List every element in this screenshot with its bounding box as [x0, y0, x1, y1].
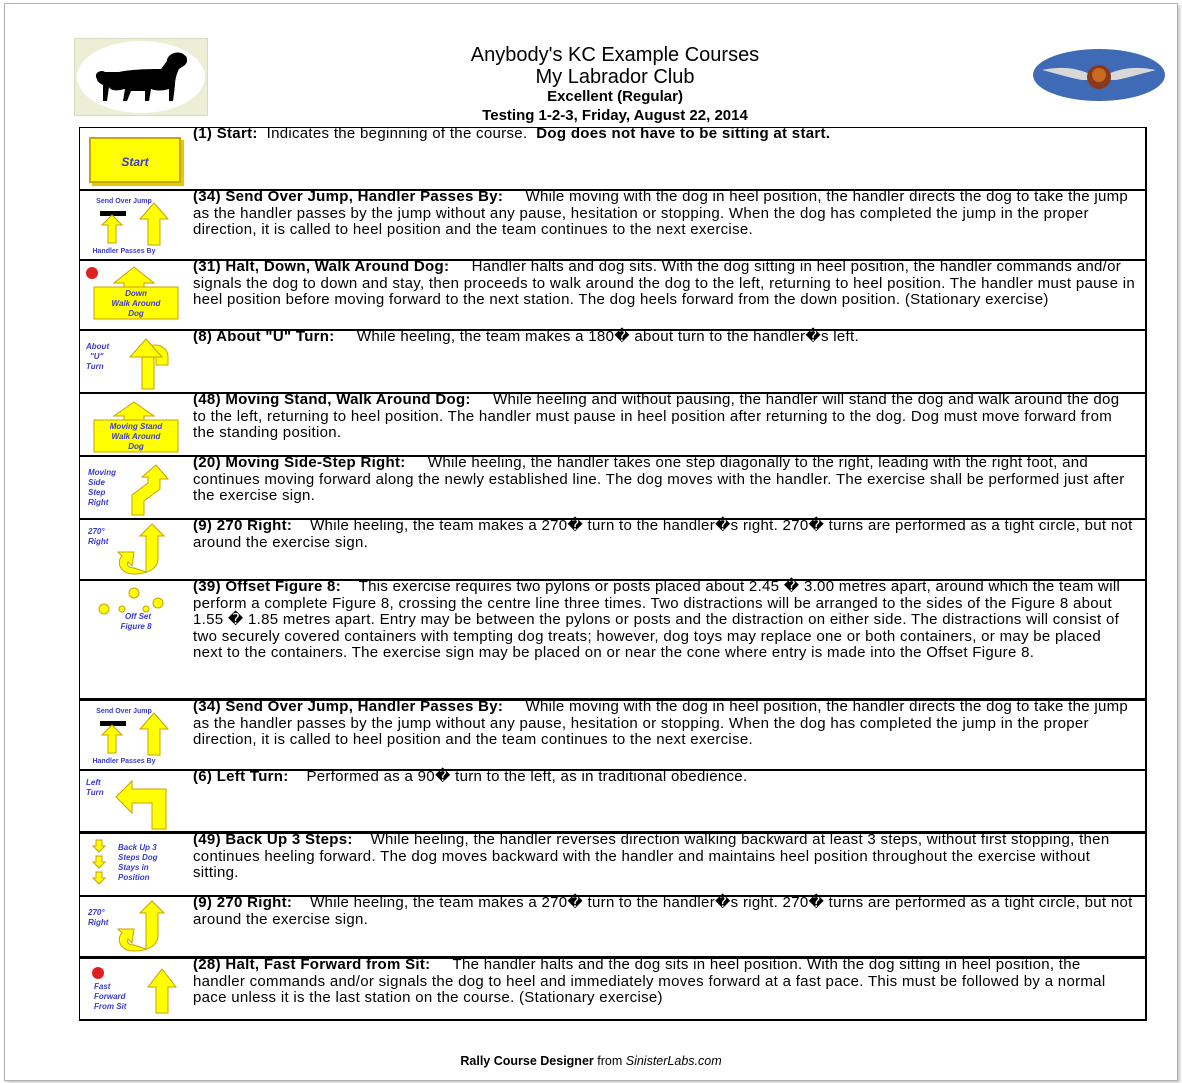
start-sign-icon: [82, 130, 186, 190]
station-description: [193, 699, 1135, 749]
sign-label: From Sit: [94, 1002, 127, 1011]
sign-label: Walk Around: [111, 299, 161, 308]
station-text: While heeling, the team makes a 180� about turn to the handler�s left.: [356, 328, 859, 345]
sign-label: Down: [125, 289, 147, 298]
sign-label: Fast: [94, 982, 111, 991]
station-row: [79, 393, 1147, 457]
sign-label: Figure 8: [120, 622, 152, 631]
sign-label: Moving Stand: [109, 422, 163, 431]
station-description: [193, 518, 1135, 551]
footer-site: SinisterLabs.com: [625, 1054, 722, 1068]
station-text: The handler halts and the dog sits in heel position. With the dog sitting in heel position, the handler commands and/or signals the dog to heel and immediately moves forward at a fast pace. This must be followed by a normal pace unless it is the last station on the course. (Stationary exercise): [193, 956, 1106, 1007]
station-row: [79, 896, 1147, 958]
station-title: (9) 270 Right:: [193, 894, 293, 911]
station-row: [79, 519, 1147, 581]
station-text: Indicates the beginning of the course.: [266, 125, 528, 142]
station-description: [193, 189, 1135, 239]
station-description: [193, 329, 1135, 346]
station-row: [79, 770, 1147, 833]
sign-label: Off Set: [124, 612, 152, 621]
station-text: While heeling, the handler takes one step diagonally to the right, leading with the right foot, and continues moving forward along the newly established line. The dog moves with the handler. The exercise shall be performed just after the exercise sign.: [193, 454, 1125, 505]
station-text: While moving with the dog in heel position, the handler directs the dog to take the jump as the handler passes by the jump without any pause, hesitation or stopping. When the dog has completed the jump in the proper direction, it is called to heel position and the team continues to the next exercise.: [193, 188, 1129, 239]
sign-label: Step: [88, 488, 106, 497]
sign-label: 270°: [88, 527, 105, 536]
moving-stand-sign-icon: [82, 396, 186, 456]
class-name: Excellent (Regular): [547, 88, 683, 105]
station-text: While moving with the dog in heel position, the handler directs the dog to take the jump as the handler passes by the jump without any pause, hesitation or stopping. When the dog has completed the jump in the proper direction, it is called to heel position and the team continues to the next exercise.: [193, 698, 1129, 749]
station-row: [79, 580, 1147, 700]
left-turn-sign-icon: [82, 773, 186, 833]
club-name: My Labrador Club: [535, 66, 695, 88]
send-over-jump-sign-icon: [82, 703, 186, 763]
station-title: (39) Offset Figure 8:: [193, 578, 341, 595]
footer-from: from: [597, 1054, 623, 1068]
labrador-logo: [74, 38, 208, 116]
sign-label: Send Over Jump: [96, 198, 152, 205]
trial-info: Testing 1-2-3, Friday, August 22, 2014: [482, 107, 748, 124]
station-title: (20) Moving Side-Step Right:: [193, 454, 406, 471]
sign-label: Forward: [94, 992, 126, 1001]
sign-label: "U": [90, 352, 104, 361]
sign-label: Turn: [86, 788, 104, 797]
station-row: [79, 127, 1147, 191]
station-text: While heeling, the team makes a 270� turn to the handler�s right. 270� turns are performed as a tight circle, but not around the exercise sign.: [193, 517, 1133, 551]
station-description: [193, 392, 1135, 442]
station-text: This exercise requires two pylons or posts placed about 2.45 � 3.00 metres apart, around which the team will perform a complete Figure 8, crossing the centre line three times. Two distractions will be arranged to the sides of the Figure 8 about 1.55 � 1.85 metres apart. Entry may be between the pylons or posts and the distraction on either side. The distractions will consist of two securely covered containers with tempting dog treats; however, dog toys may replace one or both containers, or may be placed next to the containers. The exercise sign may be placed on or near the cone where entry is made into the Offset Figure 8.: [193, 578, 1121, 662]
sign-label: Handler Passes By: [92, 758, 156, 765]
station-description: [193, 957, 1135, 1007]
station-title: (9) 270 Right:: [193, 517, 293, 534]
station-description: [193, 126, 1135, 143]
sign-label: Dog: [128, 309, 144, 318]
station-text: While heeling, the team makes a 270� turn to the handler�s right. 270� turns are performed as a tight circle, but not around the exercise sign.: [193, 894, 1133, 928]
sign-label: Moving: [88, 468, 116, 477]
sign-label: Walk Around: [111, 432, 161, 441]
station-row: [79, 456, 1147, 520]
sign-label: Stays in: [118, 863, 149, 872]
station-row: [79, 260, 1147, 331]
sign-label: Back Up 3: [118, 843, 157, 852]
station-title: (1) Start:: [193, 125, 258, 142]
about-u-turn-sign-icon: [82, 333, 186, 393]
course-title: Anybody's KC Example Courses: [470, 44, 760, 66]
station-text: While heeling and without pausing, the handler will stand the dog and walk around the dog to the left, returning to heel position. The handler must pause in heel position after returning to the dog. Dog must move forward from the standing position.: [193, 391, 1120, 442]
halt-fast-forward-sign-icon: [82, 961, 186, 1021]
station-text: While heeling, the handler reverses direction walking backward at least 3 steps, without first stopping, then continues heeling forward. The dog moves backward with the handler and maintains heel position throughout the exercise without sitting.: [193, 831, 1110, 882]
station-description: [193, 259, 1135, 309]
footer: [0, 1054, 1182, 1068]
sign-label: Left: [86, 778, 101, 787]
station-description: [193, 769, 1135, 786]
send-over-jump-sign-icon: [82, 193, 186, 253]
back-up-3-steps-sign-icon: [82, 836, 186, 896]
footer-product: Rally Course Designer: [460, 1054, 594, 1068]
halt-down-walk-around-sign-icon: [82, 263, 186, 323]
270-right-sign-icon: [82, 522, 186, 582]
station-text: Performed as a 90� turn to the left, as in traditional obedience.: [306, 768, 748, 785]
offset-figure-8-sign-icon: [82, 583, 186, 643]
sign-label: Start: [121, 155, 149, 169]
station-title: (8) About "U" Turn:: [193, 328, 335, 345]
station-title: (28) Halt, Fast Forward from Sit:: [193, 956, 431, 973]
sign-label: Dog: [128, 442, 144, 451]
station-row: [79, 958, 1147, 1021]
sign-label: Right: [88, 918, 109, 927]
station-title: (34) Send Over Jump, Handler Passes By:: [193, 188, 504, 205]
station-emphasis: Dog does not have to be sitting at start.: [536, 125, 831, 142]
side-step-right-sign-icon: [82, 459, 186, 519]
station-description: [193, 455, 1135, 505]
sign-label: Position: [118, 873, 150, 882]
sign-label: Side: [88, 478, 105, 487]
station-title: (6) Left Turn:: [193, 768, 289, 785]
sign-label: About: [86, 342, 110, 351]
station-description: [193, 895, 1135, 928]
sign-label: Right: [88, 537, 109, 546]
sign-label: 270°: [88, 908, 105, 917]
station-text: Handler halts and dog sits. With the dog sitting in heel position, the handler commands and/or signals the dog to down and stay, then proceeds to walk around the dog to the left, returning to heel position. The handler must pause in heel position before moving forward to the next station. The dog heels forward from the down position. (Stationary exercise): [193, 258, 1135, 309]
station-row: [79, 330, 1147, 394]
sign-label: Send Over Jump: [96, 708, 152, 715]
270-right-sign-icon: [82, 899, 186, 959]
sign-label: Turn: [86, 362, 104, 371]
club-emblem: [1032, 48, 1166, 102]
station-row: [79, 833, 1147, 897]
station-title: (48) Moving Stand, Walk Around Dog:: [193, 391, 471, 408]
station-title: (34) Send Over Jump, Handler Passes By:: [193, 698, 504, 715]
station-description: [193, 832, 1135, 882]
station-title: (49) Back Up 3 Steps:: [193, 831, 353, 848]
sign-label: Handler Passes By: [92, 248, 156, 255]
sign-label: Steps Dog: [118, 853, 158, 862]
station-row: [79, 190, 1147, 261]
station-description: [193, 579, 1135, 662]
sign-label: Right: [88, 498, 109, 507]
station-row: [79, 700, 1147, 771]
station-title: (31) Halt, Down, Walk Around Dog:: [193, 258, 450, 275]
